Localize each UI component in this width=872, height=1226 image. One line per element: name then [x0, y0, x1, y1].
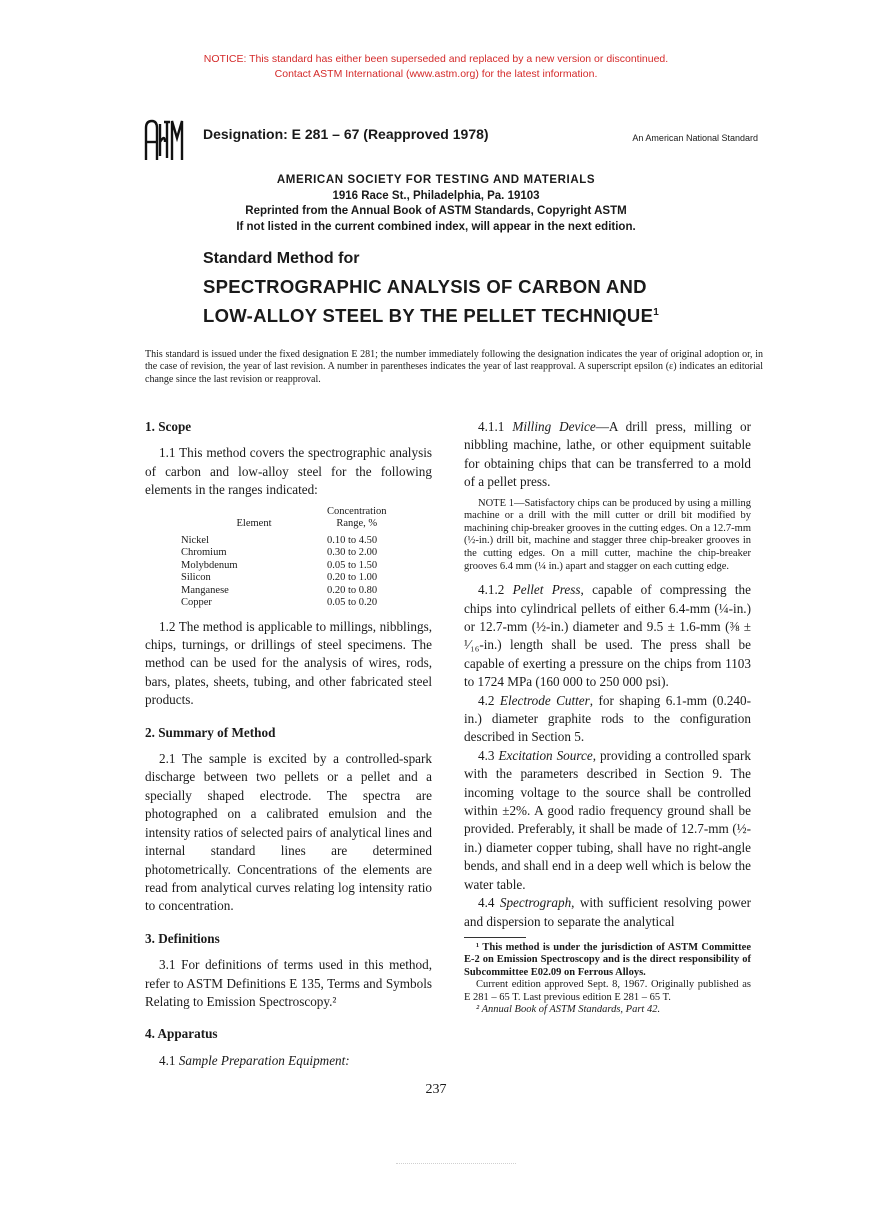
- footnote-1: ¹ This method is under the jurisdiction of ASTM Committee E-2 on Emission Spectroscopy and is the direct responsibility of Subcommittee E02.09 on Ferrous Alloys.: [464, 941, 751, 978]
- cell-range: 0.30 to 2.00: [327, 547, 378, 559]
- society-name: AMERICAN SOCIETY FOR TESTING AND MATERIALS: [276, 174, 596, 186]
- footnote-divider: [464, 937, 526, 938]
- title-line-1: SPECTROGRAPHIC ANALYSIS OF CARBON AND: [203, 276, 647, 297]
- reprint-notice: Reprinted from the Annual Book of ASTM Standards, Copyright ASTM: [245, 205, 627, 217]
- supersede-notice: [0, 52, 872, 82]
- table-row: [181, 585, 386, 598]
- paragraph-body: , for shaping 6.1-mm (0.240-in.) diameter graphite rods to the configuration described in Section 5.: [464, 692, 751, 745]
- title-kicker: Standard Method for: [203, 250, 360, 267]
- paragraph-body: , providing a controlled spark with the parameters described in Section 9. The incoming voltage to the source shall be controlled within ±2%. A good radio frequency ground shall be provided. Preferably, it shall be made of 12.7-mm (½-in.) diameter copper tubing, shall have no right-angle bends, and shall end in a deep well which is below the water table.: [464, 747, 751, 892]
- paragraph-body: , with sufficient resolving power and dispersion to separate the analytical: [464, 895, 751, 929]
- paragraph-4-2: [464, 692, 751, 747]
- paragraph-number: 4.1.1: [478, 419, 513, 434]
- paragraph-title: Excitation Source: [498, 747, 593, 763]
- cell-element: Silicon: [181, 572, 211, 584]
- page-title: [203, 274, 659, 329]
- table-row: [181, 597, 386, 610]
- title-footnote-mark: 1: [653, 307, 660, 318]
- paragraph-1-2: 1.2 The method is applicable to millings, nibblings, chips, turnings, or drillings of steel specimens. The method can be used for the analysis of wires, rods, bars, plates, sheets, tubing, and other fabricated steel products.: [145, 618, 432, 708]
- section-4-heading: 4. Apparatus: [145, 1026, 218, 1042]
- paragraph-4-1-number: 4.1: [159, 1052, 179, 1068]
- section-1-heading: 1. Scope: [145, 419, 192, 434]
- paragraph-body: , capable of compressing the chips into cylindrical pellets of either 6.4-mm (¼-in.) or 12.7-mm (½-in.) diameter and 9.5 ± 1.6-mm (⅜ ± ¹⁄₁₆-in.) length shall be used. The press shall be capable of exerting a pressure on the chips from 1103 to 1724 MPa (160 000 to 250 000 psi).: [464, 582, 751, 690]
- page-number: 237: [425, 1082, 447, 1097]
- right-column: [464, 418, 751, 1016]
- footnote-2: ² Annual Book of ASTM Standards, Part 42.: [476, 1003, 661, 1015]
- section-3-heading: 3. Definitions: [145, 930, 220, 946]
- notice-line-1: NOTICE: This standard has either been superseded and replaced by a new version or discontinued.: [203, 53, 669, 65]
- table-row: [181, 547, 386, 560]
- paragraph-4-4: [464, 894, 751, 931]
- paragraph-1-1: 1.1 This method covers the spectrographic analysis of carbon and low-alloy steel for the following elements in the ranges indicated:: [145, 445, 432, 498]
- paragraph-title: Pellet Press: [512, 582, 581, 598]
- cell-range: 0.10 to 4.50: [327, 534, 378, 546]
- table-row: [181, 572, 386, 585]
- astm-logo-icon: [143, 118, 185, 162]
- paragraph-4-1-2: [464, 581, 751, 691]
- notice-line-2: Contact ASTM International (www.astm.org) for the latest information.: [274, 68, 598, 80]
- paragraph-4-1-1: [464, 418, 751, 492]
- cell-range: 0.05 to 1.50: [327, 559, 378, 571]
- paragraph-body: —A drill press, milling or nibbling machine, lathe, or other equipment suitable for obtaining chips that can be transferred to a mold of a pellet press.: [464, 419, 752, 490]
- paragraph-title: Milling Device: [512, 419, 596, 434]
- paragraph-number: 4.1.2: [478, 582, 513, 598]
- table-header-element: Element: [236, 518, 272, 530]
- index-notice: If not listed in the current combined index, will appear in the next edition.: [236, 220, 636, 233]
- paragraph-2-1: 2.1 The sample is excited by a controlled-spark discharge between two pellets or a pellet and a specially shaped electrode. The spectra are photographed on a calibrated emulsion and the intensity ratios of selected pairs of analytical lines and internal standard lines are determined photometrically. Concentrations of the elements are read from analytical curves relating log intensity ratio to concentration.: [145, 751, 432, 914]
- cell-element: Nickel: [181, 534, 209, 546]
- paragraph-title: Electrode Cutter: [499, 692, 590, 708]
- cell-range: 0.20 to 1.00: [327, 572, 378, 584]
- table-header-range: Range, %: [336, 518, 378, 530]
- cell-element: Molybdenum: [181, 559, 238, 571]
- society-address: 1916 Race St., Philadelphia, Pa. 19103: [332, 189, 540, 202]
- paragraph-number: 4.4: [478, 895, 500, 911]
- title-line-2: [203, 300, 659, 329]
- paragraph-4-1: [145, 1052, 432, 1070]
- paragraph-number: 4.2: [478, 692, 500, 708]
- paragraph-number: 4.3: [478, 747, 499, 763]
- section-2-heading: 2. Summary of Method: [145, 724, 276, 740]
- cell-range: 0.20 to 0.80: [327, 584, 378, 596]
- note-1: NOTE 1—Satisfactory chips can be produced by using a milling machine or a drill with the mill cutter or drill bit modified by machining chip-breaker grooves in the cutting edges. On a 12.7-mm (½-in.) drill bit, machine and stagger three chip-breaker grooves in the cutting edges. On a mill cutter, machine the chip-breaker grooves 6.4 mm (¼ in.) apart and stagger on each cutting edge.: [464, 497, 751, 572]
- scan-artifact-line: [396, 1163, 516, 1164]
- intro-paragraph: This standard is issued under the fixed designation E 281; the number immediately following the designation indicates the year of original adoption or, in the case of revision, the year of last revision. A number in parentheses indicates the year of last reapproval. A superscript epsilon (ε) indicates an editorial change since the last revision or reapproval.: [145, 349, 763, 385]
- cell-element: Chromium: [181, 547, 227, 559]
- cell-element: Copper: [181, 597, 212, 609]
- element-range-table: [181, 506, 386, 610]
- cell-range: 0.05 to 0.20: [327, 597, 378, 609]
- table-row: [181, 535, 386, 548]
- national-standard-label: An American National Standard: [632, 133, 758, 143]
- paragraph-3-1: 3.1 For definitions of terms used in this method, refer to ASTM Definitions E 135, Terms and Symbols Relating to Emission Spectroscopy.²: [145, 957, 432, 1009]
- table-row: [181, 560, 386, 573]
- paragraph-4-1-title: Sample Preparation Equipment:: [178, 1052, 350, 1068]
- footnotes: [464, 942, 751, 1016]
- footnote-1-edition: Current edition approved Sept. 8, 1967. Originally published as E 281 – 65 T. Last previous edition E 281 – 65 T.: [464, 979, 751, 1003]
- left-column: [145, 418, 432, 1070]
- paragraph-title: Spectrograph: [499, 895, 572, 911]
- table-header-concentration: Concentration: [327, 505, 387, 517]
- designation: Designation: E 281 – 67 (Reapproved 1978): [203, 126, 489, 142]
- title-line-2-text: LOW-ALLOY STEEL BY THE PELLET TECHNIQUE: [203, 305, 654, 327]
- society-block: [0, 173, 872, 235]
- paragraph-4-3: [464, 747, 751, 894]
- cell-element: Manganese: [181, 584, 229, 596]
